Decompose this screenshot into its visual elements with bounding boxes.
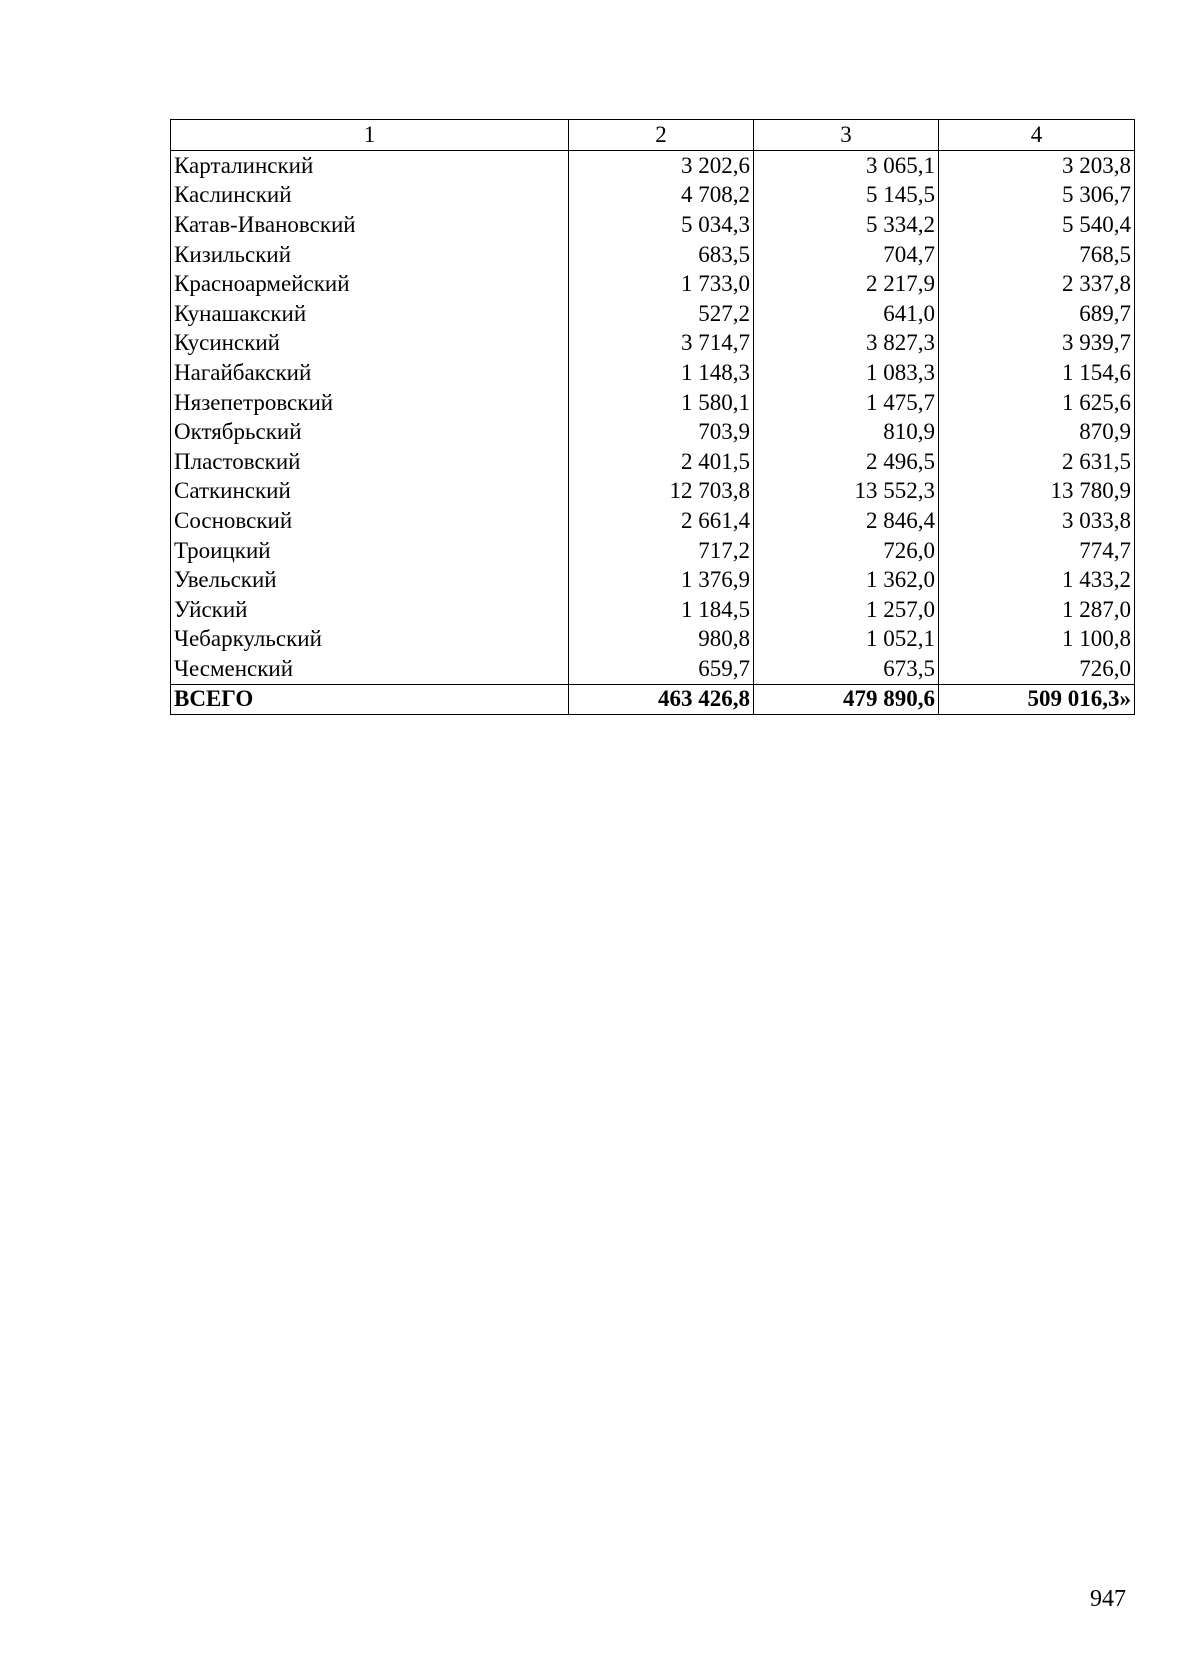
column-header-2: 2 (569, 120, 754, 151)
table-row (171, 506, 1135, 536)
value-cell-col4: 1 100,8 (939, 625, 1135, 655)
header-row (171, 120, 1135, 151)
table-row (171, 181, 1135, 211)
table-row (171, 625, 1135, 655)
value-cell-col4: 870,9 (939, 417, 1135, 447)
value-cell-col2: 1 580,1 (569, 388, 754, 418)
value-cell-col2: 3 714,7 (569, 329, 754, 359)
table-row (171, 329, 1135, 359)
value-cell-col2: 5 034,3 (569, 210, 754, 240)
value-cell-col3: 5 145,5 (754, 181, 939, 211)
value-cell-col3: 810,9 (754, 417, 939, 447)
table-row (171, 565, 1135, 595)
district-name-cell: Кизильский (171, 240, 569, 270)
value-cell-col3: 2 217,9 (754, 269, 939, 299)
value-cell-col2: 683,5 (569, 240, 754, 270)
district-name-cell: Чебаркульский (171, 625, 569, 655)
district-name-cell: Троицкий (171, 536, 569, 566)
value-cell-col4: 1 433,2 (939, 565, 1135, 595)
data-table (170, 119, 1135, 715)
value-cell-col4: 2 337,8 (939, 269, 1135, 299)
table-row (171, 151, 1135, 181)
value-cell-col4: 13 780,9 (939, 477, 1135, 507)
value-cell-col4: 5 540,4 (939, 210, 1135, 240)
table-row (171, 654, 1135, 684)
value-cell-col3: 673,5 (754, 654, 939, 684)
value-cell-col3: 3 827,3 (754, 329, 939, 359)
district-name-cell: Красноармейский (171, 269, 569, 299)
value-cell-col4: 1 287,0 (939, 595, 1135, 625)
district-name-cell: Кунашакский (171, 299, 569, 329)
value-cell-col2: 527,2 (569, 299, 754, 329)
value-cell-col3: 1 362,0 (754, 565, 939, 595)
district-name-cell: Нязепетровский (171, 388, 569, 418)
value-cell-col4: 689,7 (939, 299, 1135, 329)
value-cell-col4: 3 033,8 (939, 506, 1135, 536)
value-cell-col2: 703,9 (569, 417, 754, 447)
district-name-cell: Кусинский (171, 329, 569, 359)
value-cell-col3: 1 475,7 (754, 388, 939, 418)
table-row (171, 240, 1135, 270)
district-name-cell: Саткинский (171, 477, 569, 507)
table-row (171, 595, 1135, 625)
table-body (171, 151, 1135, 715)
value-cell-col4: 774,7 (939, 536, 1135, 566)
table-row (171, 358, 1135, 388)
value-cell-col2: 1 733,0 (569, 269, 754, 299)
value-cell-col3: 641,0 (754, 299, 939, 329)
district-name-cell: Сосновский (171, 506, 569, 536)
value-cell-col3: 3 065,1 (754, 151, 939, 181)
table-row (171, 536, 1135, 566)
total-value-cell-col3: 479 890,6 (754, 684, 939, 715)
value-cell-col3: 1 083,3 (754, 358, 939, 388)
value-cell-col3: 726,0 (754, 536, 939, 566)
column-header-4: 4 (939, 120, 1135, 151)
column-header-1: 1 (171, 120, 569, 151)
value-cell-col2: 980,8 (569, 625, 754, 655)
value-cell-col2: 2 661,4 (569, 506, 754, 536)
value-cell-col2: 3 202,6 (569, 151, 754, 181)
district-name-cell: Чесменский (171, 654, 569, 684)
value-cell-col2: 717,2 (569, 536, 754, 566)
table-row (171, 417, 1135, 447)
district-name-cell: Нагайбакский (171, 358, 569, 388)
value-cell-col2: 1 148,3 (569, 358, 754, 388)
total-value-cell-col2: 463 426,8 (569, 684, 754, 715)
value-cell-col4: 1 625,6 (939, 388, 1135, 418)
value-cell-col3: 1 257,0 (754, 595, 939, 625)
value-cell-col2: 4 708,2 (569, 181, 754, 211)
table-row (171, 477, 1135, 507)
table-row (171, 210, 1135, 240)
value-cell-col4: 2 631,5 (939, 447, 1135, 477)
value-cell-col4: 1 154,6 (939, 358, 1135, 388)
table-row (171, 269, 1135, 299)
value-cell-col3: 5 334,2 (754, 210, 939, 240)
total-value-cell-col4: 509 016,3» (939, 684, 1135, 715)
value-cell-col3: 704,7 (754, 240, 939, 270)
table-row (171, 388, 1135, 418)
value-cell-col3: 2 846,4 (754, 506, 939, 536)
value-cell-col3: 2 496,5 (754, 447, 939, 477)
page-number: 947 (1090, 1586, 1126, 1612)
total-district-name-cell: ВСЕГО (171, 684, 569, 715)
value-cell-col2: 12 703,8 (569, 477, 754, 507)
value-cell-col2: 1 184,5 (569, 595, 754, 625)
value-cell-col2: 2 401,5 (569, 447, 754, 477)
value-cell-col3: 13 552,3 (754, 477, 939, 507)
table-row (171, 447, 1135, 477)
value-cell-col4: 726,0 (939, 654, 1135, 684)
district-name-cell: Карталинский (171, 151, 569, 181)
district-name-cell: Катав-Ивановский (171, 210, 569, 240)
value-cell-col4: 768,5 (939, 240, 1135, 270)
table-row (171, 299, 1135, 329)
column-header-3: 3 (754, 120, 939, 151)
district-name-cell: Октябрьский (171, 417, 569, 447)
total-row (171, 684, 1135, 715)
value-cell-col4: 3 939,7 (939, 329, 1135, 359)
district-name-cell: Пластовский (171, 447, 569, 477)
value-cell-col4: 3 203,8 (939, 151, 1135, 181)
district-name-cell: Каслинский (171, 181, 569, 211)
value-cell-col3: 1 052,1 (754, 625, 939, 655)
value-cell-col2: 659,7 (569, 654, 754, 684)
district-name-cell: Уйский (171, 595, 569, 625)
value-cell-col4: 5 306,7 (939, 181, 1135, 211)
district-name-cell: Увельский (171, 565, 569, 595)
value-cell-col2: 1 376,9 (569, 565, 754, 595)
